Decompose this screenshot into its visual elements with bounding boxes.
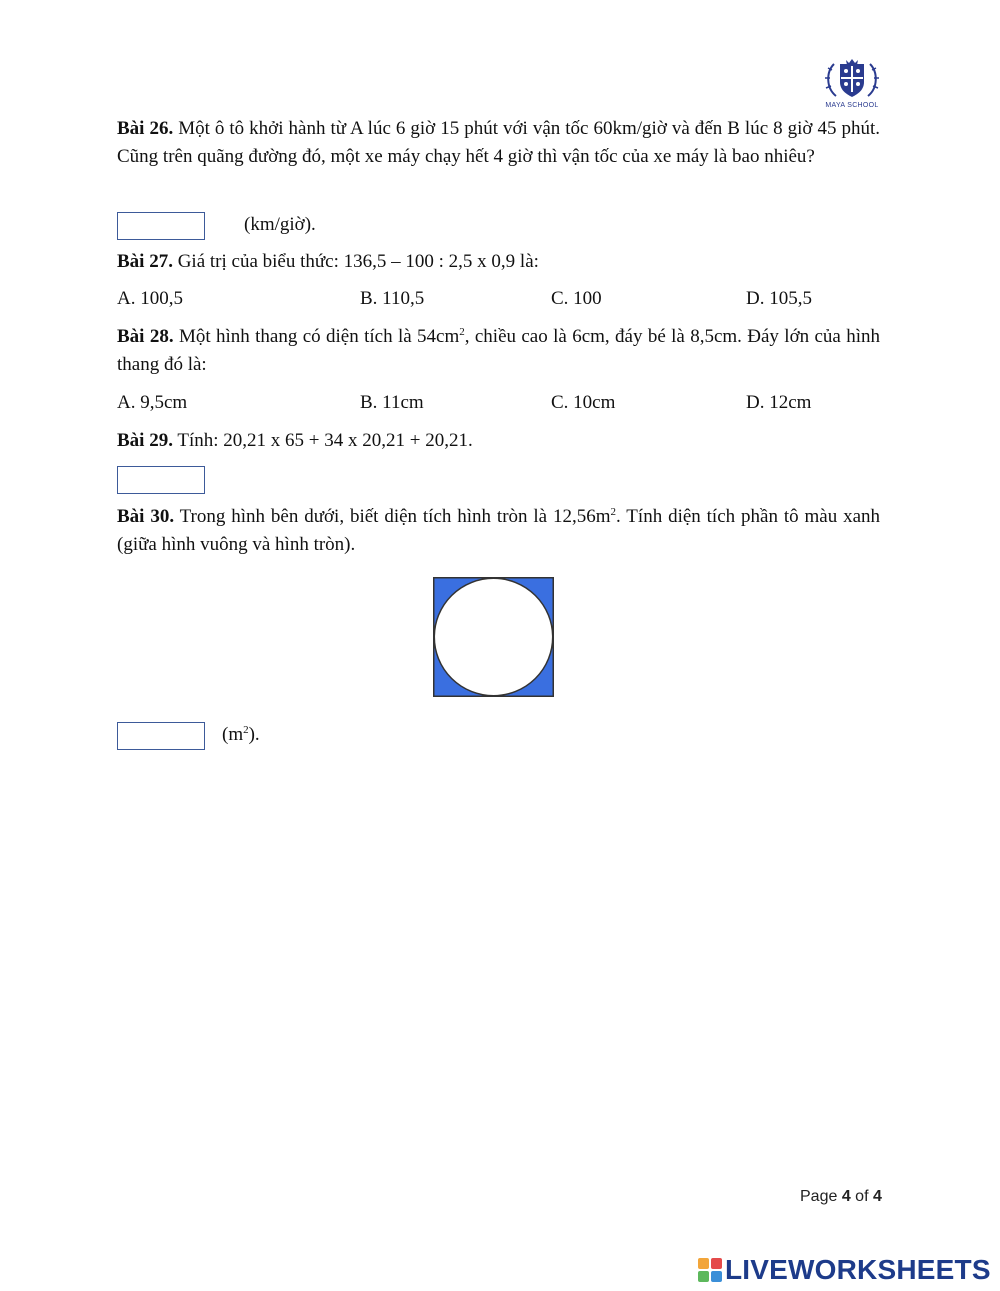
question-28: [117, 323, 880, 379]
question-30-sup: 2: [610, 506, 617, 518]
page-current: 4: [841, 1188, 851, 1205]
question-26-label: Bài 26.: [117, 118, 174, 139]
option-28-d[interactable]: D. 12cm: [746, 392, 812, 413]
question-29-label: Bài 29.: [117, 430, 173, 451]
question-27-text: Giá trị của biểu thức: 136,5 – 100 : 2,5 x 0,9 là:: [172, 251, 539, 272]
question-29-text: Tính: 20,21 x 65 + 34 x 20,21 + 20,21.: [172, 430, 473, 451]
question-30: [117, 503, 880, 559]
question-30-label: Bài 30.: [117, 506, 175, 527]
question-28-label: Bài 28.: [117, 326, 174, 347]
question-30-text-a: Trong hình bên dưới, biết diện tích hình tròn là 12,56m: [174, 506, 611, 527]
option-27-d[interactable]: D. 105,5: [746, 288, 812, 309]
option-27-c[interactable]: C. 100: [551, 288, 602, 309]
option-28-a[interactable]: A. 9,5cm: [117, 392, 188, 413]
square-circle-figure: [433, 577, 554, 697]
option-28-b[interactable]: B. 11cm: [360, 392, 424, 413]
question-28-sup: 2: [459, 326, 465, 338]
answer-unit-26: (km/giờ).: [244, 214, 316, 235]
logo-text: MAYA SCHOOL: [825, 102, 879, 109]
question-26: [117, 115, 880, 171]
question-26-text: Một ô tô khởi hành từ A lúc 6 giờ 15 phút với vận tốc 60km/giờ và đến B lúc 8 giờ 45 phút. Cũng trên quãng đường đó, một xe máy chạy hết 4 giờ thì vận tốc của xe máy là bao nhiêu?: [117, 118, 880, 167]
option-27-b[interactable]: B. 110,5: [360, 288, 425, 309]
answer-box-30[interactable]: [117, 722, 205, 750]
answer-box-26[interactable]: [117, 212, 205, 240]
liveworksheets-logo-icon: [698, 1258, 722, 1282]
option-27-a[interactable]: A. 100,5: [117, 288, 183, 309]
white-circle: [434, 578, 552, 695]
question-27-label: Bài 27.: [117, 251, 173, 272]
page-mid: of: [850, 1188, 873, 1205]
answer-unit-30-b: ).: [248, 724, 260, 745]
answer-unit-30-sup: 2: [243, 724, 249, 736]
page-total: 4: [872, 1188, 882, 1205]
liveworksheets-brand: [698, 1252, 991, 1288]
school-crest-icon: [822, 58, 882, 102]
liveworksheets-text: LIVEWORKSHEETS: [725, 1254, 991, 1285]
page-number: [800, 1188, 882, 1206]
page-prefix: Page: [800, 1188, 842, 1205]
question-29: [117, 427, 880, 455]
answer-unit-30: [222, 721, 260, 749]
question-28-text-a: Một hình thang có diện tích là 54cm: [173, 326, 460, 347]
question-27: [117, 248, 880, 276]
answer-box-29[interactable]: [117, 466, 205, 494]
option-28-c[interactable]: C. 10cm: [551, 392, 616, 413]
school-logo: [822, 58, 882, 114]
question-28-text-b: , chiều cao là 6cm, đáy bé là 8,5cm. Đáy lớn của hình thang đó là:: [117, 326, 881, 375]
answer-unit-30-a: (m: [222, 724, 244, 745]
question-30-text-b: . Tính diện tích phần tô màu xanh (giữa hình vuông và hình tròn).: [117, 506, 881, 555]
